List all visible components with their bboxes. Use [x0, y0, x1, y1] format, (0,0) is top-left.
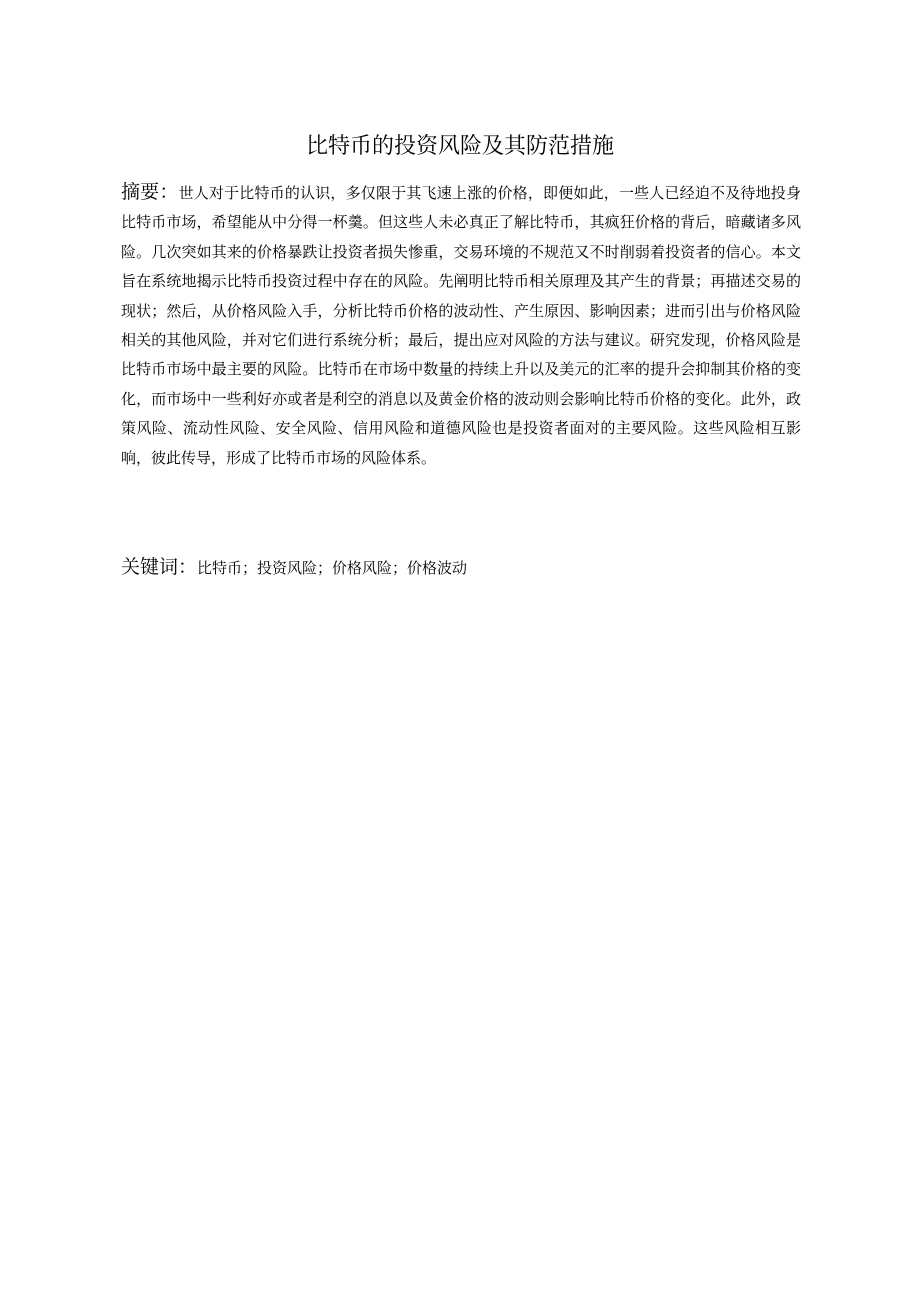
document-title: 比特币的投资风险及其防范措施 — [305, 134, 614, 159]
abstract-paragraph — [121, 178, 801, 473]
abstract-text: 世人对于比特币的认识，多仅限于其飞速上涨的价格，即便如此，一些人已经迫不及待地投身比特币市场，希望能从中分得一杯羹。但这些人未必真正了解比特币，其疯狂价格的背后，暗藏诸多风险。几次突如其来的价格暴跌让投资者损失惨重，交易环境的不规范又不时削弱着投资者的信心。本文旨在系统地揭示比特币投资过程中存在的风险。先阐明比特币相关原理及其产生的背景；再描述交易的现状；然后，从价格风险入手，分析比特币价格的波动性、产生原因、影响因素；进而引出与价格风险相关的其他风险，并对它们进行系统分析；最后，提出应对风险的方法与建议。研究发现，价格风险是比特币市场中最主要的风险。比特币在市场中数量的持续上升以及美元的汇率的提升会抑制其价格的变化，而市场中一些利好亦或者是利空的消息以及黄金价格的波动则会影响比特币价格的变化。此外，政策风险、流动性风险、安全风险、信用风险和道德风险也是投资者面对的主要风险。这些风险相互影响，彼此传导，形成了比特币市场的风险体系。 — [121, 184, 801, 467]
keywords-text: 比特币；投资风险；价格风险；价格波动 — [197, 559, 468, 577]
keywords-paragraph — [121, 552, 801, 583]
abstract-label: 摘要： — [121, 181, 179, 203]
keywords-label: 关键词： — [121, 556, 198, 578]
